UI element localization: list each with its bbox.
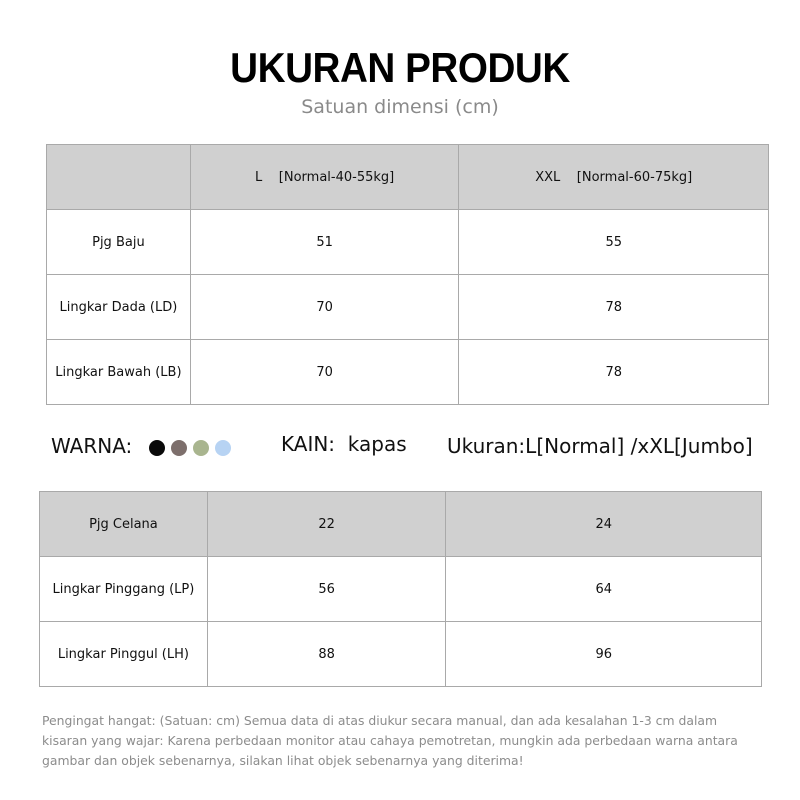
color-swatch-black [149,440,165,456]
size-l-label: L [255,169,263,185]
top-size-table [46,144,769,405]
size-l-range: [Normal-40-55kg] [278,169,395,185]
size-xxl-label: XXL [535,169,561,185]
header-size-xxl [459,145,769,210]
cell-l: 70 [190,275,459,340]
row-label: Pjg Celana [40,492,208,557]
cell-xxl: 96 [446,622,762,687]
size-xxl-range: [Normal-60-75kg] [576,169,693,185]
header-size-l [190,145,459,210]
row-label: Lingkar Dada (LD) [47,275,191,340]
table-header-row [47,145,769,210]
cell-l: 88 [207,622,446,687]
header-empty-cell [47,145,191,210]
table-row [40,557,762,622]
warna-label: WARNA: [51,434,133,458]
kain-value: kapas [347,432,407,456]
table-row [47,210,769,275]
table-row [47,275,769,340]
kain-label: KAIN: [281,432,336,456]
color-swatches [149,440,231,456]
row-label: Pjg Baju [47,210,191,275]
cell-xxl: 24 [446,492,762,557]
cell-l: 56 [207,557,446,622]
table-row [47,340,769,405]
cell-xxl: 78 [459,275,769,340]
cell-xxl: 55 [459,210,769,275]
cell-l: 70 [190,340,459,405]
row-label: Lingkar Bawah (LB) [47,340,191,405]
kain-info [281,432,407,456]
row-label: Lingkar Pinggang (LP) [40,557,208,622]
color-swatch-light-blue [215,440,231,456]
cell-l: 51 [190,210,459,275]
cell-l: 22 [207,492,446,557]
product-info-row [0,430,800,462]
disclaimer-note: Pengingat hangat: (Satuan: cm) Semua data di atas diukur secara manual, dan ada kesalahan 1-3 cm dalam kisaran yang wajar: Karena perbedaan monitor atau cahaya pemotretan, mungkin ada perbedaan warna antara gambar dan objek sebenarnya, silakan lihat objek sebenarnya yang diterima! [42,713,738,768]
table-row [40,492,762,557]
page-title: UKURAN PRODUK [230,44,570,91]
ukuran-info: Ukuran:L[Normal] /xXL[Jumbo] [447,434,753,458]
row-label: Lingkar Pinggul (LH) [40,622,208,687]
page-subtitle: Satuan dimensi (cm) [301,96,499,118]
cell-xxl: 78 [459,340,769,405]
bottom-size-table [39,491,762,687]
color-swatch-sage [193,440,209,456]
table-row [40,622,762,687]
color-swatch-taupe [171,440,187,456]
cell-xxl: 64 [446,557,762,622]
